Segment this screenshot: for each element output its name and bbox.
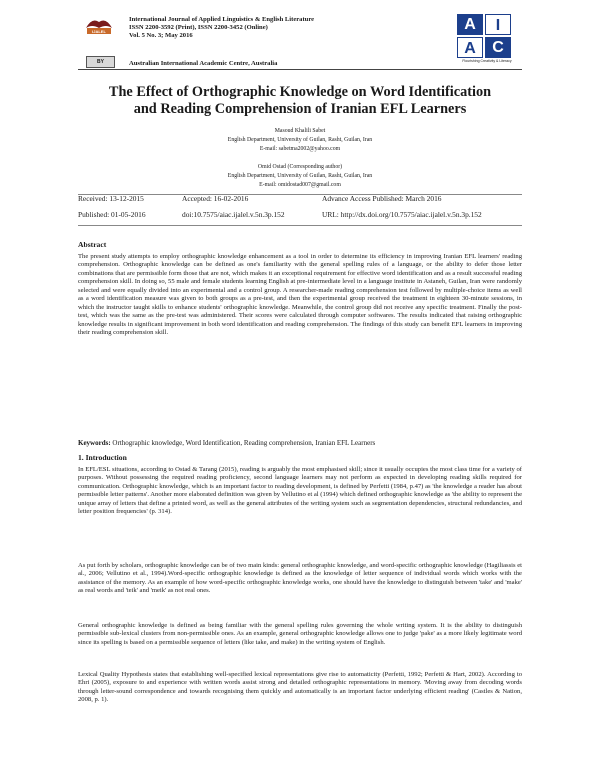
aiac-letter-4: C (485, 37, 511, 58)
aiac-letter-2: I (485, 14, 511, 35)
intro-paragraph-2: As put forth by scholars, orthographic knowledge can be of two main kinds: general orthographic knowledge, and word-specific orthographic knowledge (Hagiliassis et al., 2006; Vellutino et al., 1994).Word-specific orthographic knowledge is defined as the knowledge of letter sequence of individual words which works with the assistance of the memory. As an example of how word-specific orthographic knowledge works, one should have the knowledge to distinguish between 'take' and 'make' as real words and 'teik' and 'meik' as not real ones. (78, 562, 522, 595)
author-1-email[interactable]: E-mail: sabetma2002@yahoo.com (259, 146, 341, 152)
intro-paragraph-3: General orthographic knowledge is defined as being familiar with the general spelling rules governing the whole writing system. It is the ability to distinguish permissible sub-lexical clusters from non-permissible ones. As an example, general orthographic knowledge allows one to judge 'pake' as a more likely legitimate word since its spelling is based on a permissible sequence of letters (like take, and make) in the writing system of English. (78, 622, 522, 646)
journal-logo-text: IJALEL (92, 29, 106, 34)
creative-commons-badge[interactable]: BY (86, 56, 115, 68)
aiac-letter-3: A (457, 37, 483, 58)
author-2-email[interactable]: E-mail: omidostad007@gmail.com (259, 182, 341, 188)
received-date: Received: 13-12-2015 (78, 194, 144, 203)
article-url[interactable]: URL: http://dx.doi.org/10.7575/aiac.ijalel.v.5n.3p.152 (322, 210, 482, 219)
advance-access-date: Advance Access Published: March 2016 (322, 194, 442, 203)
keywords-label: Keywords: (78, 439, 111, 447)
author-2-name: Omid Ostad (Corresponding author) (257, 164, 343, 170)
author-2-affiliation: English Department, University of Guilan, Rasht, Guilan, Iran (227, 173, 373, 179)
dates-divider (78, 225, 522, 226)
intro-paragraph-4: Lexical Quality Hypothesis states that establishing well-specified lexical representations give rise to automaticity (Perfetti, 1992; Perfetti & Hart, 2002). According to Ehri (2005), exposure to and experience with written words assist strong and detailed orthographic representations in memory. 'Moving away from decoding words through letter-sound correspondence and towards recognising them quickly and automatically is an important factor underlying efficient reading' (Castles & Nation, 2008, p. 1). (78, 671, 522, 704)
publisher-name: Australian International Academic Centre, Australia (129, 60, 278, 67)
abstract-text: The present study attempts to employ orthographic knowledge enhancement as a tool in order to determine its efficiency in improving Iranian EFL learners' reading comprehension. Orthographic knowledge can be defined as one's familiarity with the general spelling rules of a language, or the ability to defer those letter combinations that are permissible form those that are not, which makes it an exceptional requirement for effective word identification and as a result successful reading comprehension skill. In doing so, 55 male and female students learning English at pre-intermediate level in a language institute in Astaneh, Guilan, Iran were randomly selected and were equally divided into an experimental and a control group. A researcher-made reading comprehension test followed by multiple-choice items as well as a word identification measure was given to both groups as a pre-test, and then the experimental group received the treatment in eighteen 30-minute sessions, in which the instructor taught skills to enhance students' orthographic knowledge. Meanwhile, the control group did not receive any specific treatment. Finally the post-test, which was the same as the pre-test was administered. Their scores were calculated through computer softwares. The results indicated that raising orthographic knowledge results in significant improvement in both word identification and reading comprehension. The findings of this study can benefit EFL learners in improving their reading comprehension skill. (78, 253, 522, 337)
author-1-affiliation: English Department, University of Guilan, Rasht, Guilan, Iran (227, 137, 373, 143)
keywords-text: Orthographic knowledge, Word Identification, Reading comprehension, Iranian EFL Learners (110, 439, 376, 447)
author-divider (78, 194, 522, 195)
header-divider (78, 69, 522, 70)
journal-volume: Vol. 5 No. 3; May 2016 (129, 32, 193, 39)
aiac-logo (457, 14, 511, 58)
intro-paragraph-1: In EFL/ESL situations, according to Ostad & Tarang (2015), reading is arguably the most emphasised skill; since it usually occupies the most class time for a variety of purposes. Without possessing the required reading proficiency, second language learners may not perform as expected in developing reading skills required for communication. Orthographic knowledge, which is an important factor to reading development, is defined by Perfetti (1984, p.47) as 'the knowledge a reader has about permissible letter patterns'. Another more elaborated definition was given by Vellutino et al (1994) which defined orthographic knowledge as 'the ability to represent the unique array of letters that define a printed word, as well as the general attributes of the writing system such as segmentation dependencies, structural redundancies, and letter position frequencies' (p. 314). (78, 466, 522, 516)
journal-name: International Journal of Applied Linguistics & English Literature (129, 16, 315, 23)
journal-logo (84, 14, 114, 36)
introduction-heading: 1. Introduction (78, 453, 127, 462)
aiac-tagline: Flourishing Creativity & Literacy (462, 59, 512, 63)
journal-issn: ISSN 2200-3592 (Print), ISSN 2200-3452 (Online) (129, 24, 268, 31)
keywords-line (78, 439, 522, 447)
paper-title-line-2: and Reading Comprehension of Iranian EFL Learners (133, 101, 467, 117)
author-1-name: Masoud Khalili Sabet (274, 128, 326, 134)
published-date: Published: 01-05-2016 (78, 210, 146, 219)
abstract-heading: Abstract (78, 240, 107, 249)
aiac-letter-1: A (457, 14, 483, 35)
paper-title-line-1: The Effect of Orthographic Knowledge on Word Identification (108, 84, 492, 100)
doi-text[interactable]: doi:10.7575/aiac.ijalel.v.5n.3p.152 (182, 210, 285, 219)
accepted-date: Accepted: 16-02-2016 (182, 194, 249, 203)
